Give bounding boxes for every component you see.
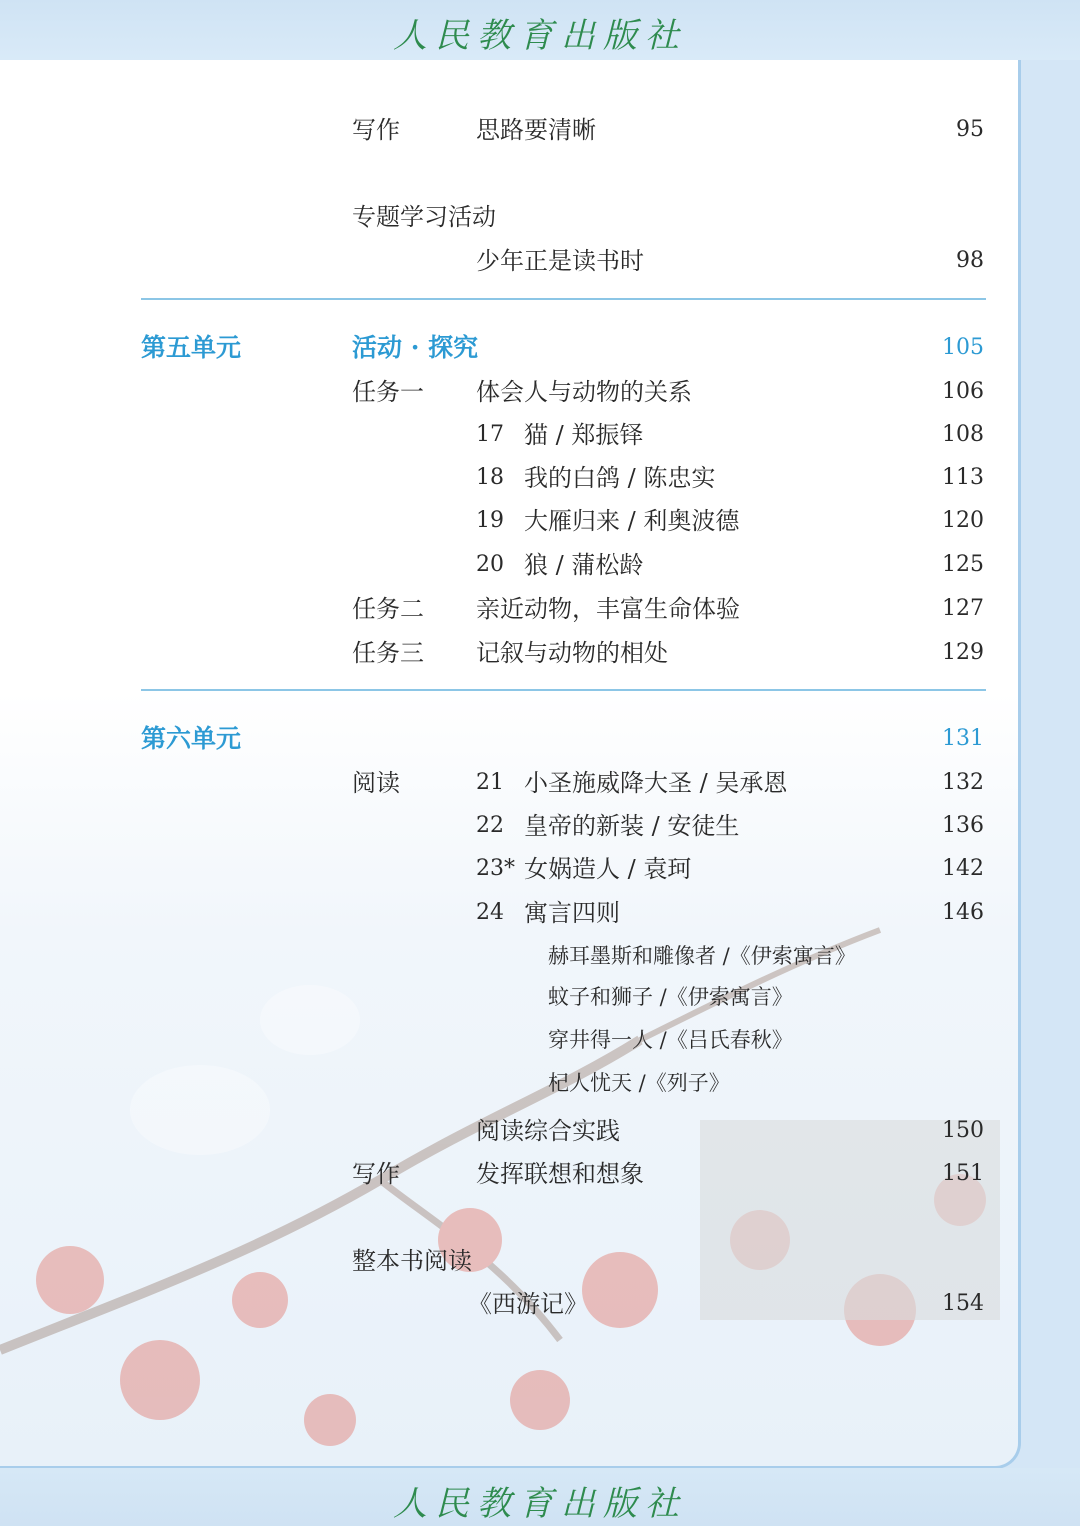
toc-row-whole-book-label [0, 1246, 1080, 1276]
lesson-number: 24 [476, 900, 504, 925]
toc-row-project[interactable] [0, 246, 1080, 276]
unit-title: 第五单元 [141, 333, 242, 362]
page-number: 151 [942, 1161, 984, 1186]
lesson-title: 猫 / 郑振铎 [524, 421, 644, 449]
unit-title: 第六单元 [141, 724, 242, 753]
fable-item[interactable] [0, 1068, 1080, 1098]
page-number: 132 [942, 770, 984, 795]
section-label: 任务二 [352, 595, 424, 623]
toc-row-unit6[interactable] [0, 724, 1080, 754]
toc-row-whole-book[interactable] [0, 1289, 1080, 1319]
fable-title: 蚊子和狮子 /《伊索寓言》 [548, 985, 793, 1009]
entry-title: 思路要清晰 [476, 116, 596, 144]
fable-item[interactable] [0, 1025, 1080, 1055]
page-number: 120 [942, 508, 984, 533]
page-number: 98 [956, 248, 984, 273]
lesson-title: 女娲造人 / 袁珂 [524, 855, 692, 883]
page-number: 150 [942, 1118, 984, 1143]
section-label: 写作 [352, 116, 400, 144]
page-number: 127 [942, 596, 984, 621]
page-number: 125 [942, 552, 984, 577]
fable-title: 杞人忧天 /《列子》 [548, 1071, 730, 1095]
lesson-number: 23* [476, 856, 515, 881]
toc-row-task2[interactable] [0, 594, 1080, 624]
toc-row-lesson-21[interactable] [0, 768, 1080, 798]
lesson-title: 我的白鸽 / 陈忠实 [524, 464, 716, 492]
lesson-number: 21 [476, 770, 504, 795]
page-number: 142 [942, 856, 984, 881]
lesson-number: 18 [476, 465, 504, 490]
entry-title: 发挥联想和想象 [476, 1160, 644, 1188]
section-label: 专题学习活动 [352, 203, 496, 231]
fable-title: 赫耳墨斯和雕像者 /《伊索寓言》 [548, 944, 856, 968]
toc-row-lesson-20[interactable] [0, 550, 1080, 580]
lesson-number: 17 [476, 422, 504, 447]
entry-title: 阅读综合实践 [476, 1117, 620, 1145]
toc-row-unit5[interactable] [0, 333, 1080, 363]
lesson-title: 小圣施威降大圣 / 吴承恩 [524, 769, 788, 797]
toc-row-practice[interactable] [0, 1116, 1080, 1146]
toc-row-lesson-22[interactable] [0, 811, 1080, 841]
toc-row-task3[interactable] [0, 638, 1080, 668]
toc-row-lesson-17[interactable] [0, 420, 1080, 450]
fable-title: 穿井得一人 /《吕氏春秋》 [548, 1028, 793, 1052]
toc-row-lesson-19[interactable] [0, 506, 1080, 536]
toc-row-task1[interactable] [0, 377, 1080, 407]
page-number: 108 [942, 422, 984, 447]
page-number: 113 [942, 465, 984, 490]
toc-row-project-label [0, 202, 1080, 232]
lesson-title: 狼 / 蒲松龄 [524, 551, 644, 579]
page-number: 129 [942, 640, 984, 665]
section-label: 整本书阅读 [352, 1247, 472, 1275]
page-number: 154 [942, 1291, 984, 1316]
lesson-title: 皇帝的新装 / 安徒生 [524, 812, 740, 840]
section-label: 阅读 [352, 769, 400, 797]
toc-row-writing-b[interactable] [0, 1159, 1080, 1189]
entry-title: 少年正是读书时 [476, 247, 644, 275]
toc-row-lesson-23[interactable] [0, 854, 1080, 884]
publisher-logo-top: 人民教育出版社 [393, 16, 687, 56]
section-label: 任务三 [352, 639, 424, 667]
section-label: 写作 [352, 1160, 400, 1188]
entry-title: 体会人与动物的关系 [476, 378, 692, 406]
page-number: 131 [942, 726, 984, 751]
lesson-number: 22 [476, 813, 504, 838]
toc-row-writing-a[interactable] [0, 115, 1080, 145]
lesson-number: 19 [476, 508, 504, 533]
page-number: 106 [942, 379, 984, 404]
entry-title: 记叙与动物的相处 [476, 639, 668, 667]
entry-title: 《西游记》 [468, 1290, 588, 1318]
activity-title: 活动 · 探究 [352, 333, 479, 362]
fable-item[interactable] [0, 982, 1080, 1012]
section-label: 任务一 [352, 378, 424, 406]
page-number: 105 [942, 335, 984, 360]
lesson-title: 大雁归来 / 利奥波德 [524, 507, 740, 535]
page-number: 95 [956, 117, 984, 142]
entry-title: 亲近动物，丰富生命体验 [476, 595, 740, 623]
toc-row-lesson-18[interactable] [0, 463, 1080, 493]
lesson-number: 20 [476, 552, 504, 577]
fable-item[interactable] [0, 941, 1080, 971]
page-number: 136 [942, 813, 984, 838]
toc-row-lesson-24[interactable] [0, 898, 1080, 928]
page-number: 146 [942, 900, 984, 925]
divider [141, 689, 986, 691]
lesson-title: 寓言四则 [524, 899, 620, 927]
divider [141, 298, 986, 300]
publisher-logo-bottom: 人民教育出版社 [393, 1484, 687, 1524]
